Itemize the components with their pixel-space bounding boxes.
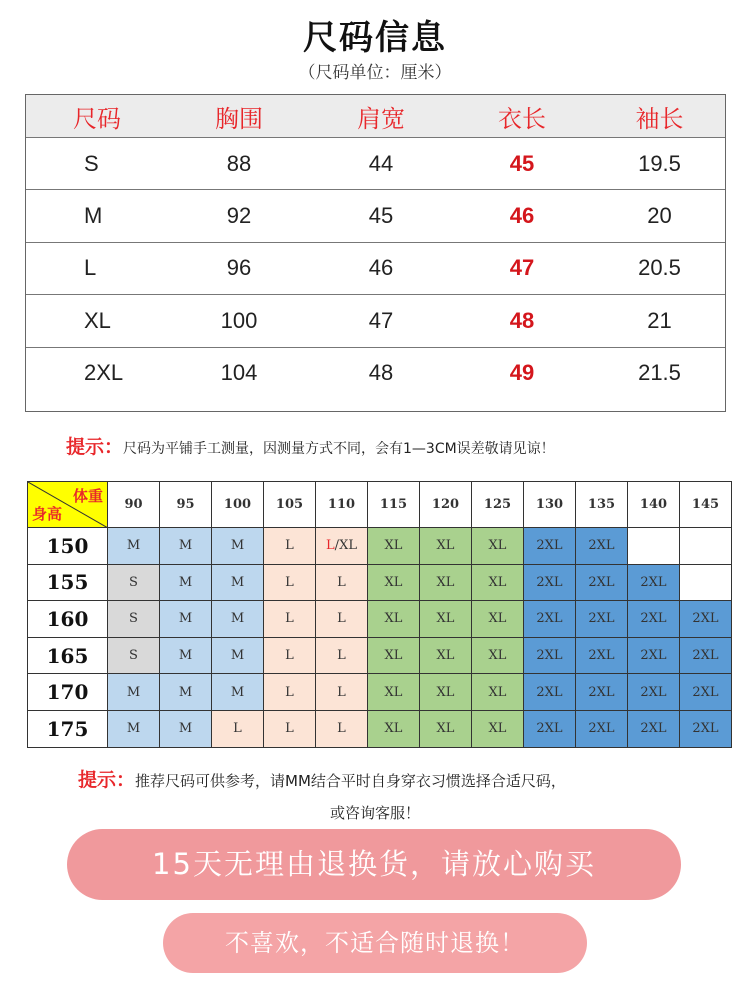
- size-table-row: [26, 294, 725, 346]
- grid-cell: 2XL: [576, 564, 628, 601]
- grid-cell: 2XL: [524, 564, 576, 601]
- grid-row: [28, 710, 732, 747]
- cell-length: 47: [509, 255, 535, 281]
- height-header: 150: [28, 528, 108, 565]
- grid-cell: S: [108, 564, 160, 601]
- weight-header: 110: [316, 482, 368, 528]
- grid-cell: 2XL: [680, 601, 732, 638]
- grid-cell: L: [264, 637, 316, 674]
- header-sleeve: 袖长: [635, 104, 684, 133]
- weight-header: 90: [108, 482, 160, 528]
- grid-cell: L: [316, 564, 368, 601]
- grid-cell: XL: [472, 710, 524, 747]
- grid-cell: L: [264, 528, 316, 565]
- grid-row: [28, 637, 732, 674]
- grid-cell: XL: [472, 528, 524, 565]
- grid-cell: 2XL: [680, 710, 732, 747]
- cell-length: 46: [509, 203, 535, 229]
- cell-shoulder: 47: [368, 307, 394, 333]
- grid-cell: M: [108, 710, 160, 747]
- cell-sleeve: 19.5: [638, 150, 681, 176]
- grid-cell: XL: [368, 601, 420, 638]
- tip-text: 推荐尺码可供参考，请MM结合平时自身穿衣习惯选择合适尺码，: [135, 772, 566, 790]
- grid-cell: 2XL: [576, 637, 628, 674]
- grid-cell: M: [160, 564, 212, 601]
- header-size: 尺码: [73, 104, 121, 133]
- grid-row: [28, 601, 732, 638]
- tip-label: 提示：: [66, 436, 124, 458]
- weight-header: 140: [628, 482, 680, 528]
- page-subtitle: （尺码单位：厘米）: [298, 63, 452, 83]
- height-label: 身高: [32, 505, 63, 523]
- grid-cell: S: [108, 637, 160, 674]
- grid-cell: 2XL: [628, 564, 680, 601]
- weight-header: 95: [160, 482, 212, 528]
- weight-header: 105: [264, 482, 316, 528]
- cell-sleeve: 20: [647, 203, 672, 229]
- cell-size: XL: [84, 307, 111, 333]
- grid-header-row: [28, 482, 732, 528]
- size-table-row: [26, 189, 725, 241]
- tip-label: 提示：: [78, 769, 136, 791]
- grid-cell: M: [160, 674, 212, 711]
- recommendation-tip-line2: 或咨询客服！: [329, 804, 420, 822]
- cell-sleeve: 20.5: [638, 255, 681, 281]
- height-header: 160: [28, 601, 108, 638]
- grid-cell: XL: [420, 674, 472, 711]
- grid-cell: M: [108, 528, 160, 565]
- weight-header: 135: [576, 482, 628, 528]
- grid-cell: M: [212, 528, 264, 565]
- height-header: 155: [28, 564, 108, 601]
- cell-length: 45: [509, 150, 535, 176]
- return-policy-banner: 15天无理由退换货，请放心购买: [67, 829, 681, 900]
- cell-sleeve: 21.5: [638, 360, 681, 386]
- grid-cell: 2XL: [628, 674, 680, 711]
- grid-cell: [628, 528, 680, 565]
- cell-shoulder: 48: [368, 360, 394, 386]
- grid-cell: M: [212, 674, 264, 711]
- size-table: [25, 94, 726, 412]
- grid-corner: [28, 482, 108, 528]
- cell-chest: 96: [226, 255, 252, 281]
- grid-cell: L/XL: [316, 528, 368, 565]
- grid-cell: [680, 528, 732, 565]
- grid-cell: XL: [472, 637, 524, 674]
- grid-cell: XL: [472, 674, 524, 711]
- weight-header: 120: [420, 482, 472, 528]
- grid-cell: XL: [472, 601, 524, 638]
- size-table-row: [26, 242, 725, 294]
- grid-cell: [680, 564, 732, 601]
- measurement-tip: [66, 432, 555, 459]
- cell-size: S: [84, 150, 99, 176]
- grid-cell: L: [212, 710, 264, 747]
- height-header: 170: [28, 674, 108, 711]
- grid-cell: 2XL: [628, 637, 680, 674]
- cell-shoulder: 44: [368, 150, 394, 176]
- cell-chest: 92: [226, 203, 252, 229]
- grid-cell: XL: [368, 674, 420, 711]
- grid-cell: L: [264, 601, 316, 638]
- weight-label: 体重: [72, 487, 103, 505]
- grid-cell: 2XL: [680, 674, 732, 711]
- grid-cell: L: [264, 674, 316, 711]
- weight-header: 125: [472, 482, 524, 528]
- grid-cell: M: [160, 528, 212, 565]
- cell-length: 48: [509, 307, 535, 333]
- grid-cell: L: [316, 710, 368, 747]
- size-part: L: [326, 538, 335, 554]
- grid-cell: M: [160, 710, 212, 747]
- grid-cell: XL: [420, 637, 472, 674]
- weight-header: 115: [368, 482, 420, 528]
- grid-cell: 2XL: [680, 637, 732, 674]
- grid-cell: 2XL: [524, 710, 576, 747]
- cell-shoulder: 45: [368, 203, 394, 229]
- grid-cell: 2XL: [524, 601, 576, 638]
- size-table-row: [26, 137, 725, 189]
- tip-text: 尺码为平铺手工测量，因测量方式不同，会有1—3CM误差敬请见谅！: [123, 441, 555, 457]
- grid-cell: M: [212, 564, 264, 601]
- grid-cell: XL: [368, 710, 420, 747]
- grid-cell: 2XL: [628, 601, 680, 638]
- grid-row: [28, 674, 732, 711]
- grid-cell: XL: [368, 564, 420, 601]
- cell-shoulder: 46: [368, 255, 394, 281]
- grid-cell: L: [316, 674, 368, 711]
- grid-cell: L: [264, 710, 316, 747]
- cell-size: L: [84, 255, 97, 281]
- grid-cell: 2XL: [576, 601, 628, 638]
- grid-cell: 2XL: [576, 710, 628, 747]
- grid-cell: M: [108, 674, 160, 711]
- grid-cell: XL: [472, 564, 524, 601]
- grid-cell: L: [316, 637, 368, 674]
- grid-cell: M: [160, 637, 212, 674]
- header-length: 衣长: [498, 104, 546, 133]
- size-part: XL: [339, 538, 357, 554]
- cell-length: 49: [509, 360, 535, 386]
- grid-cell: M: [212, 601, 264, 638]
- cell-sleeve: 21: [647, 307, 672, 333]
- weight-header: 130: [524, 482, 576, 528]
- cell-size: M: [84, 203, 103, 229]
- header-shoulder: 肩宽: [357, 104, 405, 133]
- cell-chest: 100: [220, 307, 258, 333]
- size-recommendation-grid: [27, 481, 732, 748]
- cell-size: 2XL: [84, 360, 124, 386]
- grid-row: [28, 528, 732, 565]
- page-title: 尺码信息: [303, 18, 447, 58]
- grid-cell: 2XL: [524, 528, 576, 565]
- grid-cell: S: [108, 601, 160, 638]
- grid-cell: 2XL: [576, 528, 628, 565]
- weight-header: 145: [680, 482, 732, 528]
- grid-cell: XL: [420, 601, 472, 638]
- cell-chest: 104: [220, 360, 258, 386]
- grid-cell: XL: [368, 528, 420, 565]
- grid-cell: 2XL: [628, 710, 680, 747]
- header-chest: 胸围: [215, 104, 263, 133]
- grid-row: [28, 564, 732, 601]
- height-header: 175: [28, 710, 108, 747]
- return-anytime-banner: 不喜欢，不适合随时退换！: [163, 913, 587, 973]
- grid-cell: L: [264, 564, 316, 601]
- size-table-row: [26, 347, 725, 399]
- grid-cell: XL: [420, 528, 472, 565]
- grid-cell: M: [160, 601, 212, 638]
- grid-cell: M: [212, 637, 264, 674]
- grid-cell: 2XL: [524, 674, 576, 711]
- grid-cell: XL: [368, 637, 420, 674]
- cell-chest: 88: [226, 150, 252, 176]
- height-header: 165: [28, 637, 108, 674]
- grid-cell: 2XL: [576, 674, 628, 711]
- grid-cell: XL: [420, 710, 472, 747]
- grid-cell: 2XL: [524, 637, 576, 674]
- weight-header: 100: [212, 482, 264, 528]
- grid-cell: L: [316, 601, 368, 638]
- recommendation-tip: [78, 765, 566, 792]
- grid-cell: XL: [420, 564, 472, 601]
- size-table-header: [26, 95, 725, 137]
